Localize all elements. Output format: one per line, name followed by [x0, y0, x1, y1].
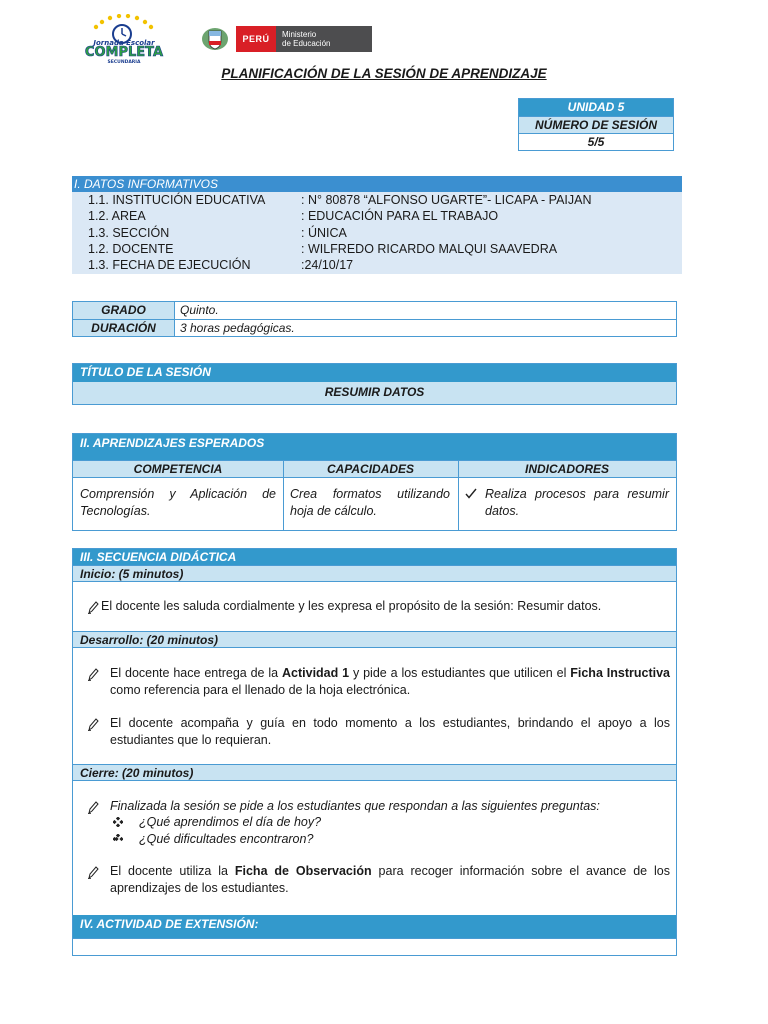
column-divider	[283, 460, 284, 530]
extension-heading: IV. ACTIVIDAD DE EXTENSIÓN:	[73, 915, 676, 938]
desarrollo-label: Desarrollo: (20 minutos)	[73, 631, 676, 648]
datos-row: 1.2. DOCENTE : WILFREDO RICARDO MALQUI SAAVEDRA	[88, 242, 558, 256]
pen-icon	[87, 800, 99, 814]
grado-label: GRADO	[73, 302, 175, 319]
titulo-sesion-box	[72, 363, 677, 405]
datos-row: 1.3. SECCIÓN : ÚNICA	[88, 226, 347, 240]
diamond-bullet-icon	[113, 834, 123, 844]
pen-icon	[87, 717, 99, 731]
datos-row: 1.3. FECHA DE EJECUCIÓN :24/10/17	[88, 258, 354, 272]
datos-row: 1.2. AREA : EDUCACIÓN PARA EL TRABAJO	[88, 209, 499, 223]
svg-text:Jornada Escolar: Jornada Escolar	[93, 39, 155, 47]
column-divider	[458, 460, 459, 530]
peru-label: PERÚ	[236, 26, 276, 52]
aprendizajes-column-headers	[73, 460, 676, 478]
peru-shield-icon	[200, 26, 230, 52]
desarrollo-paragraph-1: El docente hace entrega de la Actividad 1 y pide a los estudiantes que utilicen el Ficha Instructiva como referencia para el llenado de la hoja electrónica.	[110, 666, 670, 697]
indicadores-header: INDICADORES	[524, 462, 609, 476]
cierre-paragraph-2: El docente utiliza la Ficha de Observación para recoger información sobre el avance de los aprendizajes de los estudiantes.	[110, 864, 670, 895]
unidad-box	[518, 98, 674, 151]
extension-divider	[73, 938, 676, 939]
unidad-label: UNIDAD 5	[519, 99, 673, 116]
inicio-label: Inicio: (5 minutos)	[73, 565, 676, 582]
secuencia-heading: III. SECUENCIA DIDÁCTICA	[73, 549, 676, 566]
secuencia-didactica	[72, 548, 677, 956]
pen-icon	[87, 600, 99, 614]
jec-logo	[72, 14, 176, 64]
cierre-question-1: ¿Qué aprendimos el día de hoy?	[139, 815, 322, 829]
titulo-sesion-value: RESUMIR DATOS	[73, 382, 676, 404]
duracion-value: 3 horas pedagógicas.	[180, 321, 295, 335]
inicio-text: El docente les saluda cordialmente y les expresa el propósito de la sesión: Resumir datos.	[101, 599, 602, 613]
capacidades-header: CAPACIDADES	[326, 462, 415, 476]
indicador-cell: Realiza procesos para resumir datos.	[485, 487, 669, 518]
grado-row	[73, 302, 676, 319]
cierre-label: Cierre: (20 minutos)	[73, 764, 676, 781]
competencia-header: COMPETENCIA	[133, 462, 223, 476]
checkmark-icon	[465, 488, 477, 499]
datos-informativos-body	[72, 192, 682, 274]
aprendizajes-heading: II. APRENDIZAJES ESPERADOS	[73, 434, 676, 460]
cierre-paragraph-1: Finalizada la sesión se pide a los estudiantes que respondan a las siguientes preguntas:	[110, 799, 600, 813]
duracion-label: DURACIÓN	[73, 320, 175, 336]
capacidades-cell: Crea formatos utilizando hoja de cálculo.	[290, 487, 450, 518]
desarrollo-paragraph-2: El docente acompaña y guía en todo momento a los estudiantes, brindando el apoyo a los estudiantes que lo requieran.	[110, 716, 670, 747]
datos-row: 1.1. INSTITUCIÓN EDUCATIVA : N° 80878 “ALFONSO UGARTE”- LICAPA - PAIJAN	[88, 193, 592, 207]
titulo-sesion-heading: TÍTULO DE LA SESIÓN	[73, 364, 676, 382]
ministerio-label: Ministerio de Educación	[276, 26, 372, 52]
grado-table	[72, 301, 677, 337]
competencia-cell: Comprensión y Aplicación de Tecnologías.	[80, 487, 276, 518]
datos-informativos-heading: I. DATOS INFORMATIVOS	[72, 176, 682, 192]
diamond-bullet-icon	[113, 817, 123, 827]
duracion-row	[73, 319, 676, 336]
grado-value: Quinto.	[180, 303, 219, 317]
minedu-logo	[200, 26, 372, 52]
cierre-question-2: ¿Qué dificultades encontraron?	[139, 832, 314, 846]
numero-sesion-value: 5/5	[519, 133, 673, 150]
page-title: PLANIFICACIÓN DE LA SESIÓN DE APRENDIZAJE	[221, 66, 547, 81]
svg-text:SECUNDARIA: SECUNDARIA	[107, 60, 141, 64]
pen-icon	[87, 667, 99, 681]
pen-icon	[87, 865, 99, 879]
svg-text:COMPLETA: COMPLETA	[84, 45, 164, 60]
aprendizajes-table	[72, 433, 677, 531]
numero-sesion-label: NÚMERO DE SESIÓN	[519, 116, 673, 133]
